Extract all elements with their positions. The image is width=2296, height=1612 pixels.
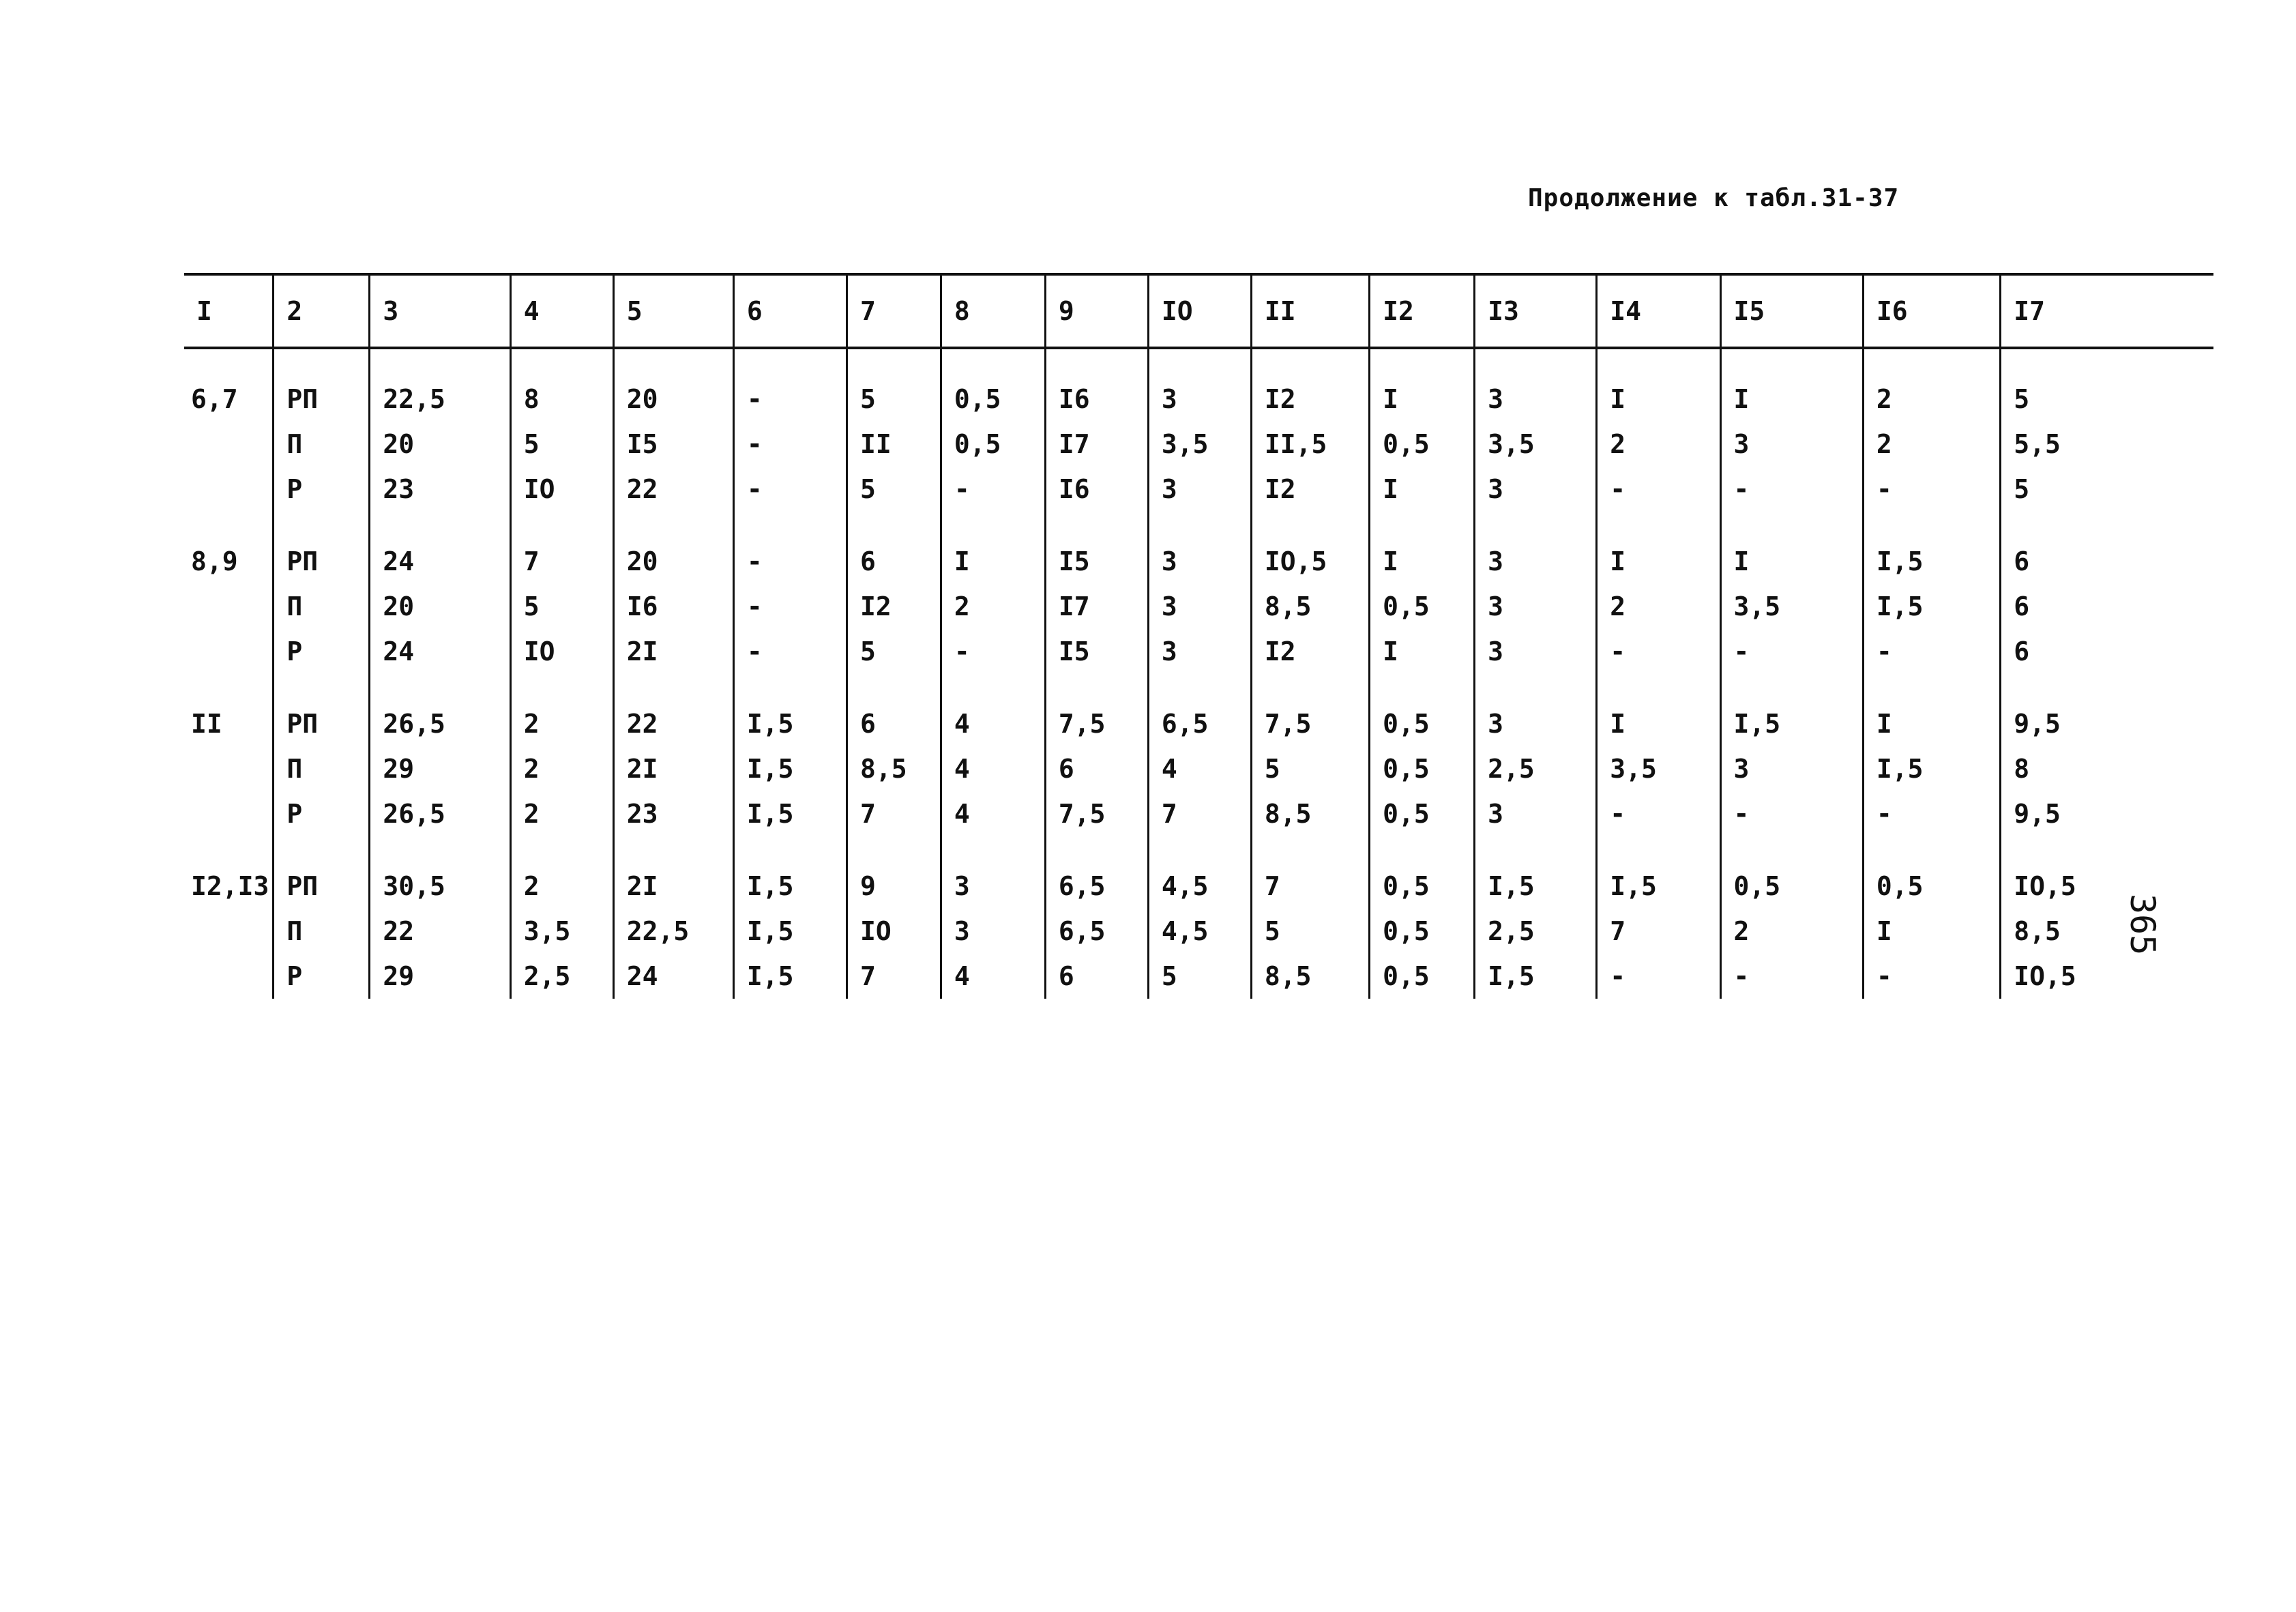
table-cell: 4 <box>941 746 1045 791</box>
table-cell: IO <box>847 909 941 954</box>
table-cell: - <box>733 348 847 422</box>
table-cell: 22,5 <box>370 348 510 422</box>
table-cell: 3 <box>1720 746 1863 791</box>
table-cell: 2 <box>1863 348 2000 422</box>
table-cell: 9 <box>847 836 941 909</box>
table-cell: 2,5 <box>1475 746 1597 791</box>
table-cell: 3 <box>1475 512 1597 584</box>
table-cell: 2 <box>510 791 613 836</box>
table-cell: 0,5 <box>941 348 1045 422</box>
table-cell: 6,5 <box>1045 909 1148 954</box>
table-cell: 8,5 <box>2001 909 2213 954</box>
table-cell: I <box>1720 512 1863 584</box>
column-header-14: I4 <box>1597 274 1720 348</box>
table-cell: 20 <box>613 348 733 422</box>
table-cell: 0,5 <box>1370 584 1475 629</box>
table-cell: 20 <box>370 422 510 467</box>
table-cell: 9,5 <box>2001 674 2213 746</box>
table-cell: - <box>1863 629 2000 674</box>
table-cell: 6 <box>1045 746 1148 791</box>
table-cell: I2 <box>1251 629 1369 674</box>
table-cell: 7 <box>510 512 613 584</box>
table-cell: 3 <box>1475 584 1597 629</box>
table-row <box>184 467 2213 512</box>
column-header-6: 6 <box>733 274 847 348</box>
table-cell: 24 <box>370 629 510 674</box>
group-id-cell <box>184 746 274 791</box>
table-cell: 4 <box>941 791 1045 836</box>
column-header-5: 5 <box>613 274 733 348</box>
table-cell: I5 <box>1045 629 1148 674</box>
table-cell: 29 <box>370 746 510 791</box>
table-row <box>184 954 2213 999</box>
table-cell: - <box>733 422 847 467</box>
table-row <box>184 791 2213 836</box>
table-cell: 5 <box>847 348 941 422</box>
row-type-cell: П <box>274 746 370 791</box>
table-cell: 3,5 <box>1720 584 1863 629</box>
table-cell: 23 <box>370 467 510 512</box>
group-id-cell <box>184 791 274 836</box>
table-row <box>184 909 2213 954</box>
table-cell: 2 <box>510 674 613 746</box>
table-cell: 7 <box>1251 836 1369 909</box>
table-cell: 4 <box>1148 746 1251 791</box>
table-cell: 30,5 <box>370 836 510 909</box>
table-cell: I2 <box>1251 348 1369 422</box>
table-cell: I5 <box>613 422 733 467</box>
table-row <box>184 348 2213 422</box>
table-cell: 5 <box>2001 348 2213 422</box>
table-cell: 29 <box>370 954 510 999</box>
table-cell: 4,5 <box>1148 836 1251 909</box>
table-cell: I,5 <box>733 791 847 836</box>
table-cell: - <box>733 584 847 629</box>
table-cell: 6 <box>2001 629 2213 674</box>
table-cell: 2 <box>1863 422 2000 467</box>
table-cell: 2,5 <box>1475 909 1597 954</box>
table-cell: I <box>1370 348 1475 422</box>
group-id-cell <box>184 467 274 512</box>
group-id-cell <box>184 584 274 629</box>
table-cell: 0,5 <box>941 422 1045 467</box>
row-type-cell: Р <box>274 954 370 999</box>
table-cell: 3 <box>1475 674 1597 746</box>
header-row <box>184 274 2213 348</box>
table-cell: I7 <box>1045 422 1148 467</box>
table-cell: - <box>1597 629 1720 674</box>
column-header-3: 3 <box>370 274 510 348</box>
table-cell: 8 <box>2001 746 2213 791</box>
table-cell: II,5 <box>1251 422 1369 467</box>
table-cell: 5 <box>2001 467 2213 512</box>
table-cell: II <box>847 422 941 467</box>
table-cell: I <box>1863 909 2000 954</box>
table-caption: Продолжение к табл.31-37 <box>1528 184 1900 212</box>
table-cell: I <box>1370 467 1475 512</box>
table-cell: 0,5 <box>1863 836 2000 909</box>
row-type-cell: П <box>274 584 370 629</box>
table-cell: 9,5 <box>2001 791 2213 836</box>
row-type-cell: П <box>274 909 370 954</box>
table-cell: I <box>1597 348 1720 422</box>
table-cell: I <box>1720 348 1863 422</box>
table-cell: - <box>1863 954 2000 999</box>
table-cell: I7 <box>1045 584 1148 629</box>
table-cell: 22 <box>370 909 510 954</box>
table-cell: 6 <box>1045 954 1148 999</box>
table-cell: 2I <box>613 836 733 909</box>
table-cell: 8 <box>510 348 613 422</box>
table-cell: I2 <box>847 584 941 629</box>
table-cell: 26,5 <box>370 791 510 836</box>
table-cell: 2,5 <box>510 954 613 999</box>
table-cell: I6 <box>1045 348 1148 422</box>
table-cell: 0,5 <box>1370 746 1475 791</box>
table-cell: I2 <box>1251 467 1369 512</box>
table-cell: 2 <box>510 746 613 791</box>
table-cell: IO <box>510 467 613 512</box>
table-cell: 0,5 <box>1370 836 1475 909</box>
table-cell: 7 <box>847 954 941 999</box>
row-type-cell: Р <box>274 791 370 836</box>
table-cell: 6 <box>2001 584 2213 629</box>
column-header-4: 4 <box>510 274 613 348</box>
table-cell: - <box>733 629 847 674</box>
table-cell: 3,5 <box>1597 746 1720 791</box>
table-cell: 23 <box>613 791 733 836</box>
table-cell: I5 <box>1045 512 1148 584</box>
group-id-cell <box>184 909 274 954</box>
table-cell: I,5 <box>733 836 847 909</box>
table-cell: - <box>733 512 847 584</box>
table-cell: 3,5 <box>1475 422 1597 467</box>
table-cell: IO,5 <box>2001 836 2213 909</box>
table-cell: 3 <box>1720 422 1863 467</box>
table-cell: I6 <box>1045 467 1148 512</box>
table-cell: 6 <box>2001 512 2213 584</box>
table-cell: 3 <box>941 836 1045 909</box>
table-cell: 2 <box>510 836 613 909</box>
table-cell: 7 <box>847 791 941 836</box>
table-cell: - <box>1863 791 2000 836</box>
table-cell: 2I <box>613 629 733 674</box>
table-cell: I,5 <box>1863 746 2000 791</box>
column-header-16: I6 <box>1863 274 2000 348</box>
table-cell: 5,5 <box>2001 422 2213 467</box>
table-row <box>184 746 2213 791</box>
data-table <box>184 273 2213 999</box>
table-cell: - <box>1597 467 1720 512</box>
table-cell: 26,5 <box>370 674 510 746</box>
table-cell: 5 <box>847 629 941 674</box>
table-cell: 4 <box>941 954 1045 999</box>
table-cell: 0,5 <box>1370 791 1475 836</box>
table-cell: I,5 <box>733 746 847 791</box>
table-cell: I,5 <box>1863 584 2000 629</box>
table-cell: 4 <box>941 674 1045 746</box>
table-cell: I,5 <box>733 674 847 746</box>
row-type-cell: РП <box>274 836 370 909</box>
column-header-2: 2 <box>274 274 370 348</box>
table-cell: 8,5 <box>1251 954 1369 999</box>
table-cell: 5 <box>510 584 613 629</box>
table-cell: - <box>1597 954 1720 999</box>
table-row <box>184 512 2213 584</box>
row-type-cell: П <box>274 422 370 467</box>
table-cell: 8,5 <box>1251 584 1369 629</box>
table-cell: 3 <box>1148 512 1251 584</box>
table-cell: 2 <box>941 584 1045 629</box>
table-cell: 0,5 <box>1370 909 1475 954</box>
table-cell: - <box>1597 791 1720 836</box>
table-cell: 3,5 <box>510 909 613 954</box>
column-header-12: I2 <box>1370 274 1475 348</box>
table-cell: 7 <box>1597 909 1720 954</box>
table-cell: - <box>1720 629 1863 674</box>
table-cell: - <box>1720 467 1863 512</box>
table-row <box>184 422 2213 467</box>
table-cell: 6 <box>847 674 941 746</box>
table-cell: 5 <box>1251 909 1369 954</box>
table-cell: - <box>941 629 1045 674</box>
table-cell: I <box>1370 512 1475 584</box>
table-cell: 3 <box>1475 348 1597 422</box>
table-cell: 22 <box>613 467 733 512</box>
table-cell: 0,5 <box>1720 836 1863 909</box>
table-cell: 24 <box>370 512 510 584</box>
table-cell: 0,5 <box>1370 674 1475 746</box>
row-type-cell: РП <box>274 348 370 422</box>
table-cell: 6 <box>847 512 941 584</box>
table-cell: 20 <box>613 512 733 584</box>
table-row <box>184 629 2213 674</box>
table-cell: 3 <box>1475 791 1597 836</box>
table-cell: 0,5 <box>1370 954 1475 999</box>
column-header-8: 8 <box>941 274 1045 348</box>
table-cell: 3 <box>1148 629 1251 674</box>
group-id-cell: I2,I3 <box>191 871 269 901</box>
column-header-11: II <box>1251 274 1369 348</box>
table-cell: 8,5 <box>847 746 941 791</box>
table-cell: 5 <box>1251 746 1369 791</box>
table-cell: 2 <box>1597 584 1720 629</box>
table-cell: 7 <box>1148 791 1251 836</box>
table-cell: I,5 <box>1475 836 1597 909</box>
table-cell: 5 <box>1148 954 1251 999</box>
column-header-10: IO <box>1148 274 1251 348</box>
column-header-1: I <box>196 296 212 326</box>
table-cell: 3 <box>1475 467 1597 512</box>
table-cell: 3 <box>1148 467 1251 512</box>
row-type-cell: Р <box>274 467 370 512</box>
group-id-cell: 6,7 <box>191 384 238 414</box>
table-cell: 2 <box>1720 909 1863 954</box>
table-cell: 6,5 <box>1148 674 1251 746</box>
table-cell: 7,5 <box>1045 791 1148 836</box>
table-cell: I <box>1863 674 2000 746</box>
table-cell: I <box>1597 512 1720 584</box>
group-id-cell <box>184 629 274 674</box>
table-cell: - <box>1720 791 1863 836</box>
row-type-cell: РП <box>274 512 370 584</box>
table-cell: 3,5 <box>1148 422 1251 467</box>
table-cell: 22 <box>613 674 733 746</box>
table-cell: I,5 <box>733 954 847 999</box>
table-row <box>184 836 2213 909</box>
table-cell: 8,5 <box>1251 791 1369 836</box>
table-cell: 6,5 <box>1045 836 1148 909</box>
table-cell: I <box>1597 674 1720 746</box>
table-cell: 3 <box>1148 584 1251 629</box>
column-header-13: I3 <box>1475 274 1597 348</box>
table-cell: 3 <box>1148 348 1251 422</box>
table-cell: I6 <box>613 584 733 629</box>
table-cell: 3 <box>1475 629 1597 674</box>
row-type-cell: Р <box>274 629 370 674</box>
row-type-cell: РП <box>274 674 370 746</box>
table-cell: IO <box>510 629 613 674</box>
table-cell: - <box>733 467 847 512</box>
column-header-15: I5 <box>1720 274 1863 348</box>
table-cell: 22,5 <box>613 909 733 954</box>
table-cell: I,5 <box>1863 512 2000 584</box>
table-cell: I <box>1370 629 1475 674</box>
table-cell: I,5 <box>1597 836 1720 909</box>
table-cell: 3 <box>941 909 1045 954</box>
group-id-cell <box>184 954 274 999</box>
table-cell: IO,5 <box>2001 954 2213 999</box>
table-cell: 0,5 <box>1370 422 1475 467</box>
group-id-cell <box>184 422 274 467</box>
table-cell: 24 <box>613 954 733 999</box>
table-body <box>184 348 2213 999</box>
table-cell: I,5 <box>1475 954 1597 999</box>
table-cell: - <box>1720 954 1863 999</box>
column-header-7: 7 <box>847 274 941 348</box>
table-cell: - <box>941 467 1045 512</box>
group-id-cell: 8,9 <box>191 546 238 576</box>
table-cell: I <box>941 512 1045 584</box>
table-cell: IO,5 <box>1251 512 1369 584</box>
table-cell: - <box>1863 467 2000 512</box>
table-cell: 4,5 <box>1148 909 1251 954</box>
page-number: 365 <box>2123 894 2162 956</box>
table-cell: I,5 <box>1720 674 1863 746</box>
table-row <box>184 584 2213 629</box>
table-row <box>184 674 2213 746</box>
column-header-9: 9 <box>1045 274 1148 348</box>
table-cell: 7,5 <box>1251 674 1369 746</box>
table-cell: 5 <box>510 422 613 467</box>
table-cell: 7,5 <box>1045 674 1148 746</box>
table-cell: 2I <box>613 746 733 791</box>
group-id-cell: II <box>191 709 222 739</box>
table-cell: 2 <box>1597 422 1720 467</box>
column-header-17: I7 <box>2001 274 2213 348</box>
table-cell: I,5 <box>733 909 847 954</box>
table-cell: 5 <box>847 467 941 512</box>
table-cell: 20 <box>370 584 510 629</box>
